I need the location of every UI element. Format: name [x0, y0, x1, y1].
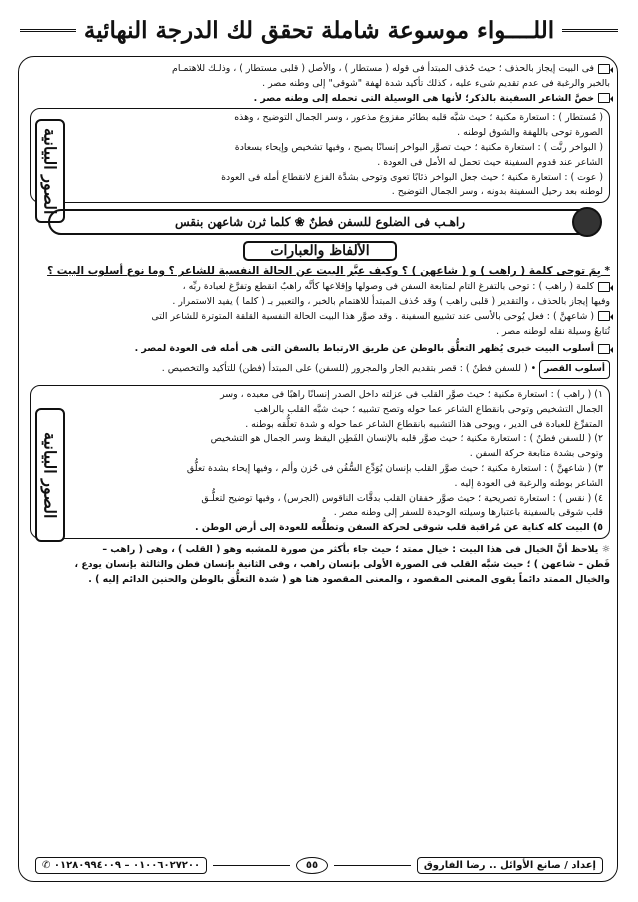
text-line: تُتابعُ وسيلة نقله لوطنه مصر .: [496, 325, 610, 337]
qasr-line: [30, 360, 610, 379]
pencil-icon: [598, 344, 610, 354]
paragraph: [30, 310, 610, 325]
paragraph: [30, 280, 610, 295]
paragraph: [30, 92, 610, 107]
text-line: خصَّ الشاعر السفينة بالذكر؛ لأنها هى الوسيلة التى تحمله إلى وطنه مصر .: [253, 92, 594, 104]
text-line: فى البيت إيجاز بالحذف ؛ حيث حُذف المبتدأ فى قوله ( مستطار ) ، والأصل ( قلبى مستطار ) ، وذلـك للاهتمـام: [172, 63, 594, 74]
style-tag: أسلوب القصر: [539, 360, 610, 379]
header-rule-left: [20, 29, 76, 32]
text-line: الجمال التشخيص وتوحى بانقطاع الشاعر عما حوله وتصح تشبيه ؛ حيث شبَّه القلب بالراهب: [253, 403, 603, 415]
verse-banner: [48, 209, 592, 235]
footer-rule: [334, 865, 411, 866]
images-box-2: [30, 385, 610, 539]
images-box-1: [30, 108, 610, 215]
section-title: الألفاظ والعبارات: [243, 241, 397, 261]
text-line: ٣) ( شاعهنَّ ) : استعارة مكنية ؛ حيث صوَّر القلب بإنسان يُوَدِّع السُّفُن فى حُزن وألم ، وفيها إيحاء بشدة تعلُّق: [186, 462, 603, 474]
text-line: ( شاعهنَّ ) : فعل يُوحى بالأسى عند تشييع السفينة . وقد صوَّر هذا البيت الحالة النفسية القلقة المتوترة للشاعر التى: [151, 310, 594, 322]
text-line: ( مُستطار ) : استعارة مكنية ؛ حيث شبَّه قلبه بطائر مفزوع مذعور ، وسر الجمال التوضيح ، وهذه: [234, 112, 603, 124]
side-label-box: [35, 119, 65, 223]
text-line: ٤) ( نقس ) : استعارة تصريحية ؛ حيث صوَّر خفقان القلب بدقَّات الناقوس (الجرس) ، وفيها توضيح لتعلُّـق: [201, 492, 603, 504]
page-header: [20, 10, 618, 50]
ship-wheel-icon: [572, 207, 602, 237]
header-rule-right: [562, 29, 618, 32]
text-line: الصورة توحى باللهفة والشوق لوطنه .: [457, 127, 603, 139]
text-line: قلب شوقى بالسفينة باعتبارها وسيلته الوحيدة للسفر إلى وطنه مصر .: [333, 507, 603, 519]
text-line: والخيال الممتد دائماً يقوى المعنى المقصود ، والمعنى المقصود هنا هو ( شدة التعلُّق بالوطن والحنين الدائم إليه ) .: [88, 573, 610, 585]
paragraph: [30, 342, 610, 357]
text-line: ☼ يلاحظ أنَّ الخيال فى هذا البيت : خيال ممتد ؛ حيث جاء بأكثر من صورة للمشبه وهو ( القلب ) ، وهى ( راهب –: [102, 543, 610, 555]
text-line: ( عوت ) : استعارة مكنية ؛ حيث جعل البواخر ذئابًا تعوى وتوحى بشدَّة الفزع لانقطاع أمله فى العودة: [221, 171, 603, 183]
text-line: أسلوب البيت خبرى يُظهر التعلُّق بالوطن عن طريق الارتباط بالسفن التى هى أمله فى العودة لمصر .: [134, 343, 594, 355]
page-number: ٥٥: [296, 857, 328, 874]
text-line: ١) ( راهب ) : استعارة مكنية ؛ حيث صوَّر القلب فى عزلته داخل الصدر إنسانًا راهبًا فى معبده ، وسر: [220, 388, 603, 400]
text-line: • ( للسفن فطنٌ ) : قصر بتقديم الجار والمجرور (للسفن) على المبتدأ (فطن) للتأكيد والتخصيص .: [161, 363, 537, 375]
text-line: الشاعر بوطنه والرغبة فى العودة إليه .: [454, 477, 603, 489]
text-line: الشاعر عند قدوم السفينة حيث تحمل له الأمل فى العودة .: [377, 156, 603, 168]
text-line: فَطن – شاعهن ) ؛ حيث شبَّه القلب فى الصورة الأولى بإنسان راهب ، وفى الثانية بإنسان فطن والثالثة بإنسان يودع ،: [74, 558, 610, 570]
text-line: كلمة ( راهب ) : توحى بالتفرغ التام لمتابعة السفن فى وصولها وإقلاعها كأنَّه راهبٌ انقطع وتفرَّغ لعبادة ربِّه ،: [182, 281, 594, 293]
side-label: الصور البيانية: [40, 431, 60, 519]
side-label: الصور البيانية: [40, 128, 60, 215]
footer-author: إعداد / صانع الأوائل .. رضا الفاروق: [417, 857, 603, 874]
text-line: ٢) ( للسفن فطنٌ ) : استعارة مكنية ؛ حيث صوَّر قلبه بالإنسان الفَطِن اليقظ وسر الجمال هو التشخيص: [210, 433, 603, 445]
header-title: اللــــواء موسوعة شاملة تحقق لك الدرجة النهائية: [83, 16, 555, 44]
verse-text: راهـب فى الضلوع للسفن فطنٌ ❀ كلما ثرن شاعهن بنقس: [174, 215, 466, 230]
text-line: لوطنه بعد رحيل السفينة بدونه ، وسر الجمال التوضيح .: [391, 186, 603, 198]
page-footer: [35, 854, 603, 876]
pointer-hand-icon: [598, 282, 610, 292]
text-line: ٥) البيت كله كناية عن مُراقبة قلب شوقى لحركة السفن وتطلُّعه للعودة إلى أرض الوطن .: [195, 522, 603, 534]
footer-rule: [213, 865, 290, 866]
text-line: وتوحى بشدة متابعة حركة السفن .: [469, 448, 603, 460]
text-line: وفيها إيجاز بالحذف ، والتقدير ( قلبى راهب ) وقد حُذف المبتدأ للاهتمام بالخبر ، والتعبير بـ ( كلما ) يفيد الاستمرار .: [172, 295, 610, 307]
paragraph: [30, 62, 610, 77]
page-content: [30, 62, 610, 587]
footer-phones: ٠١٠٠٦٠٢٧٢٠٠ – ٠١٢٨٠٩٩٤٠٠٩ ✆: [35, 857, 207, 874]
text-line: المتفرِّغ للعبادة فى الدير ، ويوحى هذا التشبيه بانقطاع الشاعر عما حوله و شدة تعلُّقه بوطنه .: [245, 418, 603, 430]
pointer-hand-icon: [598, 64, 610, 74]
side-label-box: [35, 408, 65, 542]
text-line: ( البواخر رنَّت ) : استعارة مكنية ؛ حيث تصوَّر البواخر إنسانًا يصيح ، وفيها تشخيص وإيحاء بسعادة: [234, 141, 603, 153]
text-line: بالخبر والرغبة فى عدم تقديم شىء عليه ، كذلك تأكيد شدة لهفة "شوقى" إلى وطنه مصر .: [262, 77, 610, 89]
question: * بِمَ توحى كلمة ( راهب ) و ( شاعهن ) ؟ وكيف عبَّر البيت عن الحالة النفسية للشاعر ؟ وما نوع أسلوب البيت ؟: [47, 265, 610, 278]
pointer-hand-icon: [598, 93, 610, 103]
pointer-hand-icon: [598, 311, 610, 321]
